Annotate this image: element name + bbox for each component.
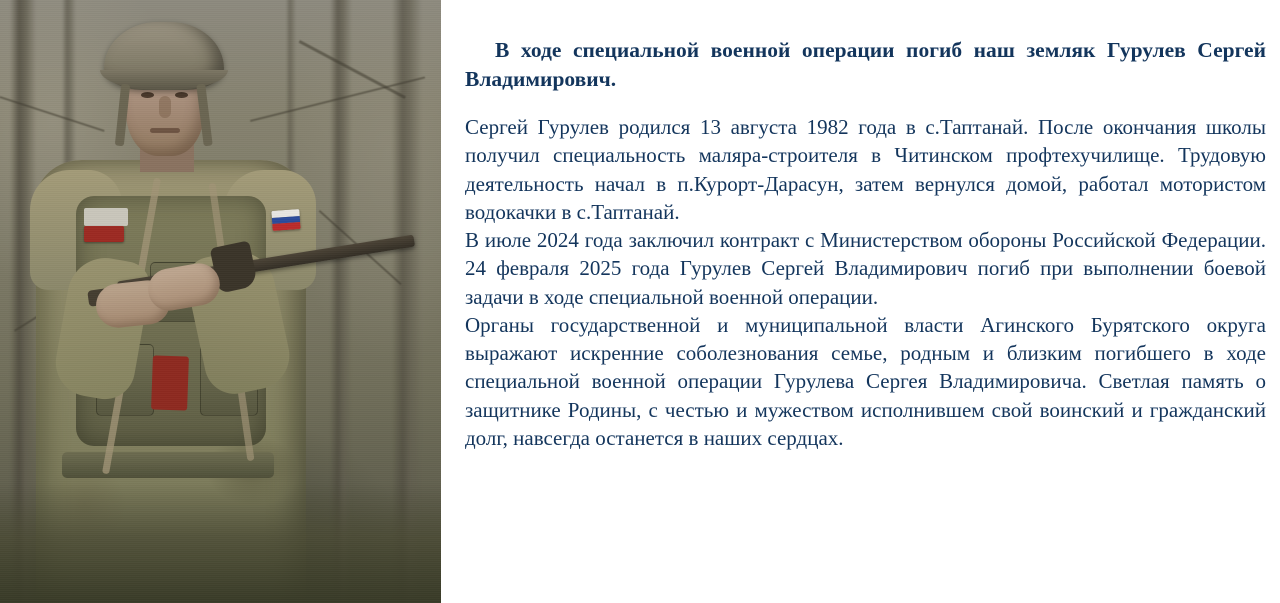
forest-ground bbox=[0, 483, 441, 603]
article-lede: В ходе специальной военной операции погиб наш земляк Гурулев Сергей Владимирович. bbox=[465, 38, 1266, 91]
photo-canvas bbox=[0, 0, 441, 603]
article-paragraph-2: В июле 2024 года заключил контракт с Министерством обороны Российской Федерации. 24 февраля 2025 года Гурулев Сергей Владимирович погиб при выполнении боевой задачи в ходе специальной военной операции. bbox=[465, 228, 1266, 309]
eye-left bbox=[141, 92, 154, 98]
article-paragraph-1: Сергей Гурулев родился 13 августа 1982 года в с.Таптанай. После окончания школы получил специальность маляра-строителя в Читинском профтехучилище. Трудовую деятельность начал в п.Курорт-Дарасун, затем вернулся домой, работал мотористом водокачки в с.Таптанай. bbox=[465, 115, 1266, 224]
shoulder-patch-light bbox=[84, 208, 128, 226]
article-paragraph-3: Органы государственной и муниципальной власти Агинского Бурятского округа выражают искренние соболезнования семье, родным и близким погибшего в ходе специальной военной операции Гурулева Сергея Владимировича. Светлая память о защитнике Родины, с честью и мужеством исполнившем свой воинский и гражданский долг, навсегда останется в наших сердцах. bbox=[465, 312, 1266, 450]
equipment-marker-red bbox=[151, 355, 189, 410]
soldier-photo bbox=[0, 0, 441, 603]
nose bbox=[159, 96, 171, 118]
shoulder-patch-red bbox=[84, 226, 124, 242]
article-body bbox=[441, 0, 1280, 462]
mouth bbox=[150, 128, 180, 133]
utility-belt bbox=[62, 452, 274, 478]
eye-right bbox=[175, 92, 188, 98]
russian-flag-patch bbox=[271, 209, 300, 231]
